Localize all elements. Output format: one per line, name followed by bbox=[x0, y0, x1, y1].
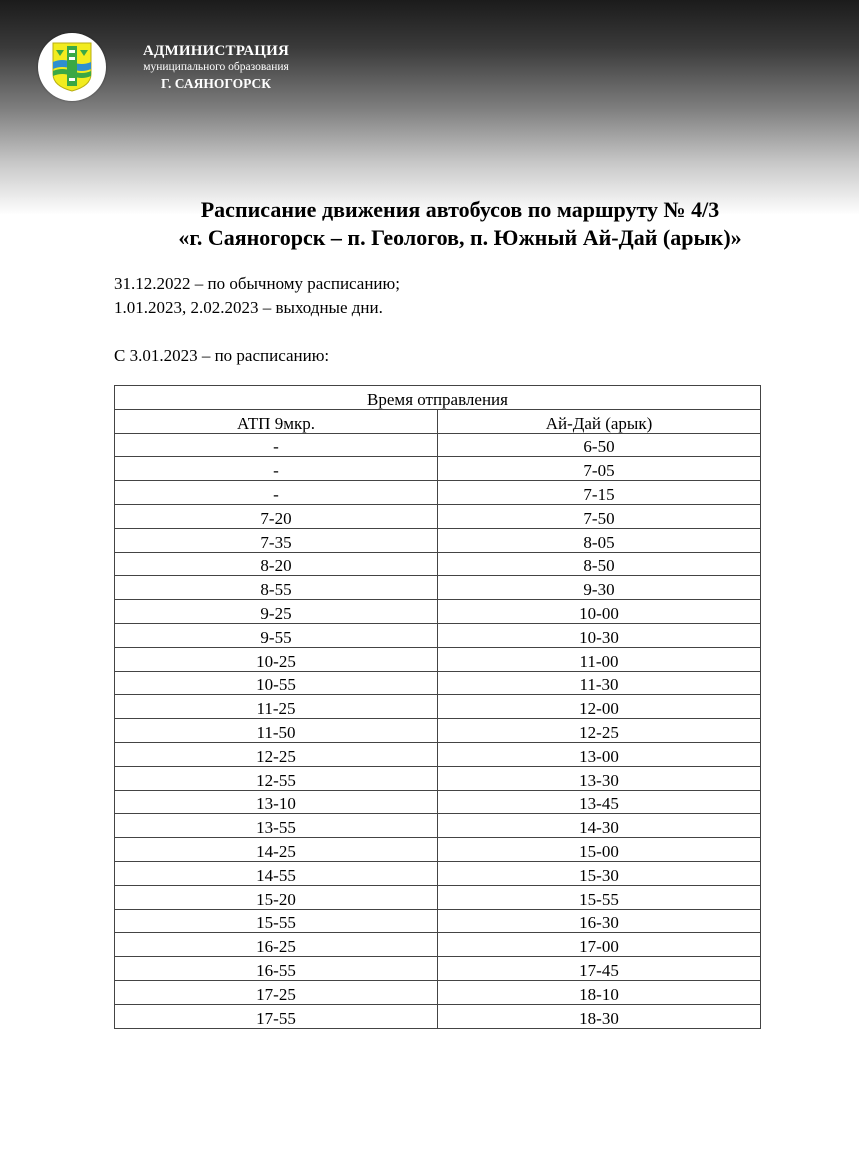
departure-atp-cell: 12-55 bbox=[115, 766, 438, 790]
departure-atp-cell: - bbox=[115, 457, 438, 481]
departure-atp-cell: 8-55 bbox=[115, 576, 438, 600]
table-row bbox=[115, 933, 761, 957]
table-row bbox=[115, 766, 761, 790]
table-row bbox=[115, 647, 761, 671]
table-row bbox=[115, 671, 761, 695]
document-title bbox=[60, 196, 859, 252]
departure-atp-cell: 16-25 bbox=[115, 933, 438, 957]
table-row bbox=[115, 695, 761, 719]
departure-aidai-cell: 13-45 bbox=[438, 790, 761, 814]
departure-atp-cell: 16-55 bbox=[115, 957, 438, 981]
departure-aidai-cell: 10-30 bbox=[438, 623, 761, 647]
table-row bbox=[115, 909, 761, 933]
departure-aidai-cell: 6-50 bbox=[438, 433, 761, 457]
table-row bbox=[115, 885, 761, 909]
table-row bbox=[115, 481, 761, 505]
table-row bbox=[115, 528, 761, 552]
departure-aidai-cell: 18-30 bbox=[438, 1004, 761, 1028]
departure-atp-cell: 11-50 bbox=[115, 719, 438, 743]
departure-aidai-cell: 15-00 bbox=[438, 838, 761, 862]
departure-atp-cell: 10-25 bbox=[115, 647, 438, 671]
note-line-2: 1.01.2023, 2.02.2023 – выходные дни. bbox=[114, 298, 383, 317]
table-row bbox=[115, 861, 761, 885]
schedule-notes bbox=[114, 272, 400, 368]
departure-aidai-cell: 11-30 bbox=[438, 671, 761, 695]
departure-atp-cell: - bbox=[115, 433, 438, 457]
table-caption-row bbox=[115, 386, 761, 410]
coat-of-arms-icon bbox=[52, 42, 92, 92]
departure-aidai-cell: 17-45 bbox=[438, 957, 761, 981]
note-line-1: 31.12.2022 – по обычному расписанию; bbox=[114, 274, 400, 293]
departure-atp-cell: 14-25 bbox=[115, 838, 438, 862]
departure-atp-cell: 12-25 bbox=[115, 742, 438, 766]
departure-atp-cell: 10-55 bbox=[115, 671, 438, 695]
departure-aidai-cell: 10-00 bbox=[438, 600, 761, 624]
table-row bbox=[115, 719, 761, 743]
departure-aidai-cell: 8-05 bbox=[438, 528, 761, 552]
title-line-1: Расписание движения автобусов по маршруту № 4/3 bbox=[200, 197, 720, 222]
departure-atp-cell: 15-20 bbox=[115, 885, 438, 909]
departure-aidai-cell: 15-30 bbox=[438, 861, 761, 885]
table-header-row bbox=[115, 409, 761, 433]
column-header-aidai: Ай-Дай (арык) bbox=[438, 409, 761, 433]
departure-aidai-cell: 8-50 bbox=[438, 552, 761, 576]
departure-aidai-cell: 12-25 bbox=[438, 719, 761, 743]
departure-atp-cell: 11-25 bbox=[115, 695, 438, 719]
table-row bbox=[115, 433, 761, 457]
departure-aidai-cell: 11-00 bbox=[438, 647, 761, 671]
departure-atp-cell: 13-10 bbox=[115, 790, 438, 814]
table-row bbox=[115, 790, 761, 814]
departure-aidai-cell: 17-00 bbox=[438, 933, 761, 957]
departure-atp-cell: 9-55 bbox=[115, 623, 438, 647]
table-row bbox=[115, 814, 761, 838]
departure-aidai-cell: 12-00 bbox=[438, 695, 761, 719]
departure-aidai-cell: 16-30 bbox=[438, 909, 761, 933]
org-title: АДМИНИСТРАЦИЯ bbox=[143, 43, 289, 59]
departure-atp-cell: 17-55 bbox=[115, 1004, 438, 1028]
header-band bbox=[0, 0, 859, 215]
note-spacer bbox=[114, 320, 400, 344]
table-row bbox=[115, 980, 761, 1004]
table-row bbox=[115, 742, 761, 766]
table-row bbox=[115, 552, 761, 576]
logo bbox=[38, 33, 106, 101]
departure-aidai-cell: 9-30 bbox=[438, 576, 761, 600]
departure-aidai-cell: 13-30 bbox=[438, 766, 761, 790]
note-line-3: С 3.01.2023 – по расписанию: bbox=[114, 346, 330, 365]
org-city: Г. САЯНОГОРСК bbox=[160, 76, 272, 91]
table-caption: Время отправления bbox=[115, 386, 761, 410]
departure-atp-cell: 14-55 bbox=[115, 861, 438, 885]
departure-atp-cell: - bbox=[115, 481, 438, 505]
title-line-2: «г. Саяногорск – п. Геологов, п. Южный Ай-Дай (арык)» bbox=[178, 225, 742, 250]
departure-atp-cell: 17-25 bbox=[115, 980, 438, 1004]
departure-aidai-cell: 7-15 bbox=[438, 481, 761, 505]
organization-name bbox=[118, 42, 314, 92]
departure-aidai-cell: 15-55 bbox=[438, 885, 761, 909]
departure-atp-cell: 9-25 bbox=[115, 600, 438, 624]
table-row bbox=[115, 600, 761, 624]
table-row bbox=[115, 623, 761, 647]
column-header-atp: АТП 9мкр. bbox=[115, 409, 438, 433]
table-body bbox=[115, 433, 761, 1028]
table-row bbox=[115, 1004, 761, 1028]
departure-aidai-cell: 7-05 bbox=[438, 457, 761, 481]
departure-atp-cell: 13-55 bbox=[115, 814, 438, 838]
table-row bbox=[115, 457, 761, 481]
departure-aidai-cell: 18-10 bbox=[438, 980, 761, 1004]
departure-atp-cell: 7-20 bbox=[115, 504, 438, 528]
table-row bbox=[115, 576, 761, 600]
schedule-table bbox=[114, 385, 761, 1029]
departure-atp-cell: 7-35 bbox=[115, 528, 438, 552]
table-row bbox=[115, 957, 761, 981]
table-row bbox=[115, 504, 761, 528]
table-row bbox=[115, 838, 761, 862]
departure-aidai-cell: 14-30 bbox=[438, 814, 761, 838]
org-subtitle: муниципального образования bbox=[143, 61, 289, 73]
departure-aidai-cell: 7-50 bbox=[438, 504, 761, 528]
departure-atp-cell: 15-55 bbox=[115, 909, 438, 933]
departure-atp-cell: 8-20 bbox=[115, 552, 438, 576]
departure-aidai-cell: 13-00 bbox=[438, 742, 761, 766]
